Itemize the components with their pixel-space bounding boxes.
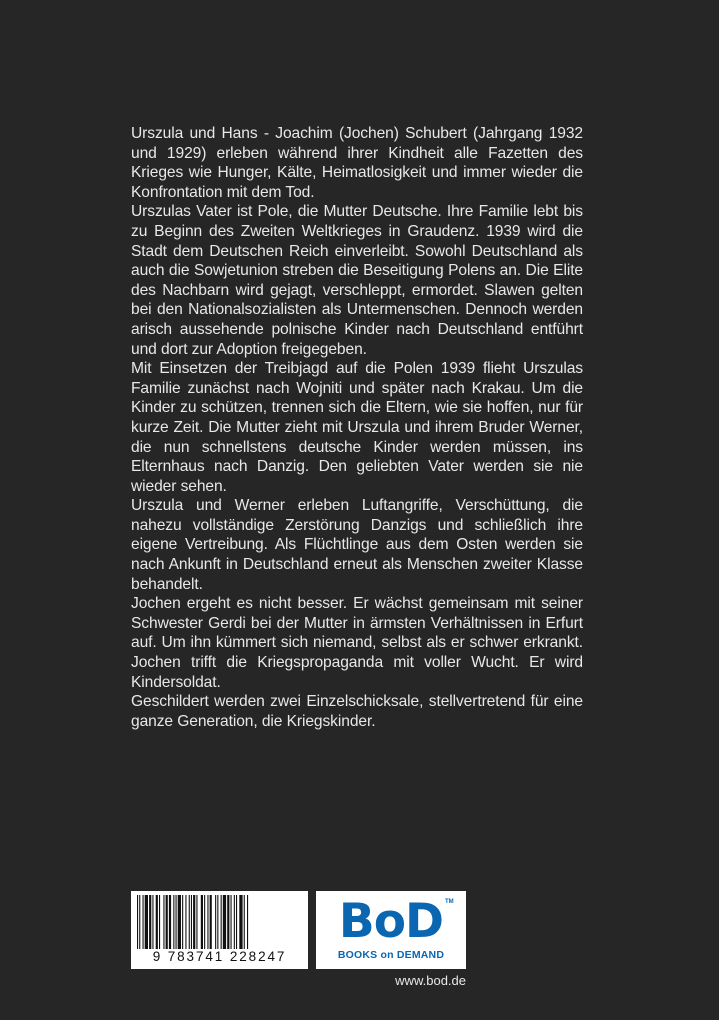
barcode-number: 9 783741 228247 <box>152 949 287 964</box>
barcode-bar <box>143 895 144 949</box>
barcode-bar <box>149 895 151 949</box>
barcode-bar <box>145 895 148 949</box>
barcode-bars <box>135 895 304 949</box>
barcode-bar <box>166 895 168 949</box>
barcode-bar <box>137 895 138 949</box>
barcode-bar <box>191 895 192 949</box>
barcode-bar <box>221 895 222 949</box>
barcode-bar <box>156 895 158 949</box>
blurb-paragraph-3: Mit Einsetzen der Treibjagd auf die Polen 1939 flieht Urszulas Familie zunächst nach Wojniti und später nach Krakau. Um die Kinder zu schützen, trennen sich die Eltern, wie sie hoffen, nur für kurze Zeit. Die Mutter zieht mit Urszula und ihrem Bruder Werner, die nun schnellstens deutsche Kinder werden müssen, ins Elternhaus nach Danzig. Den geliebten Vater werden sie nie wieder sehen. <box>131 360 583 495</box>
barcode-bar <box>159 895 160 949</box>
barcode-bar <box>239 895 242 949</box>
barcode-bar <box>201 895 203 949</box>
publisher-logo <box>316 891 466 969</box>
barcode-bar <box>236 895 237 949</box>
publisher-url: www.bod.de <box>395 973 466 988</box>
barcode-bar <box>139 895 140 949</box>
isbn-barcode <box>131 891 308 969</box>
barcode-bar <box>223 895 226 949</box>
barcode-bar <box>193 895 195 949</box>
barcode-bar <box>173 895 174 949</box>
blurb-paragraph-2: Urszulas Vater ist Pole, die Mutter Deutsche. Ihre Familie lebt bis zu Beginn des Zweiten Weltkrieges in Graudenz. 1939 wird die Stadt dem Deutschen Reich einverleibt. Sowohl Deutschland als auch die Sowjetunion streben die Beseitigung Polens an. Die Elite des Nachbarn wird gejagt, verschleppt, ermordet. Slawen gelten bei den Nationalsozialisten als Untermenschen. Dennoch werden arisch aussehende polnische Kinder nach Deutschland entführt und dort zur Adoption freigegeben. <box>131 203 583 358</box>
barcode-bar <box>182 895 183 949</box>
barcode-bar <box>247 895 248 949</box>
barcode-bar <box>185 895 186 949</box>
blurb-text <box>131 124 583 731</box>
barcode-graphic <box>135 895 304 949</box>
blurb-paragraph-5: Jochen ergeht es nicht besser. Er wächst gemeinsam mit seiner Schwester Gerdi bei der Mutter in ärmsten Verhältnissen in Erfurt auf. Um ihn kümmert sich niemand, selbst als er schwer erkrankt. Jochen trifft die Kriegspropaganda mit voller Wucht. Er wird Kindersoldat. <box>131 595 583 691</box>
barcode-bar <box>234 895 235 949</box>
barcode-bar <box>152 895 153 949</box>
barcode-bar <box>231 895 232 949</box>
trademark-mark: TM <box>445 899 454 905</box>
barcode-bar <box>196 895 197 949</box>
barcode-bar <box>207 895 208 949</box>
bod-logo-word: BoD <box>338 894 444 949</box>
barcode-bar <box>227 895 229 949</box>
barcode-bar <box>244 895 245 949</box>
blurb-paragraph-4: Urszula und Werner erleben Luftangriffe, Verschüttung, die nahezu vollständige Zerstörung Danzigs und schließlich ihre eigene Vertreibung. Als Flüchtlinge aus dem Osten werden sie nach Ankunft in Deutschland erneut als Menschen zweiter Klasse behandelt. <box>131 497 583 593</box>
bod-logo-subtitle: BOOKS on DEMAND <box>337 949 445 961</box>
barcode-bar <box>176 895 177 949</box>
barcode-bar <box>217 895 218 949</box>
barcode-bar <box>163 895 164 949</box>
blurb-paragraph-6: Geschildert werden zwei Einzelschicksale, stellvertretend für eine ganze Generation, die Kriegskinder. <box>131 693 583 730</box>
barcode-bar <box>178 895 181 949</box>
barcode-bar <box>204 895 205 949</box>
barcode-bar <box>215 895 216 949</box>
blurb-paragraph-1: Urszula und Hans - Joachim (Jochen) Schubert (Jahrgang 1932 und 1929) erleben während ihrer Kindheit alle Fazetten des Krieges wie Hunger, Kälte, Heimatlosigkeit und immer wieder die Konfrontation mit dem Tod. <box>131 125 583 201</box>
barcode-bar <box>189 895 190 949</box>
barcode-bar <box>210 895 212 949</box>
barcode-bar <box>169 895 171 949</box>
